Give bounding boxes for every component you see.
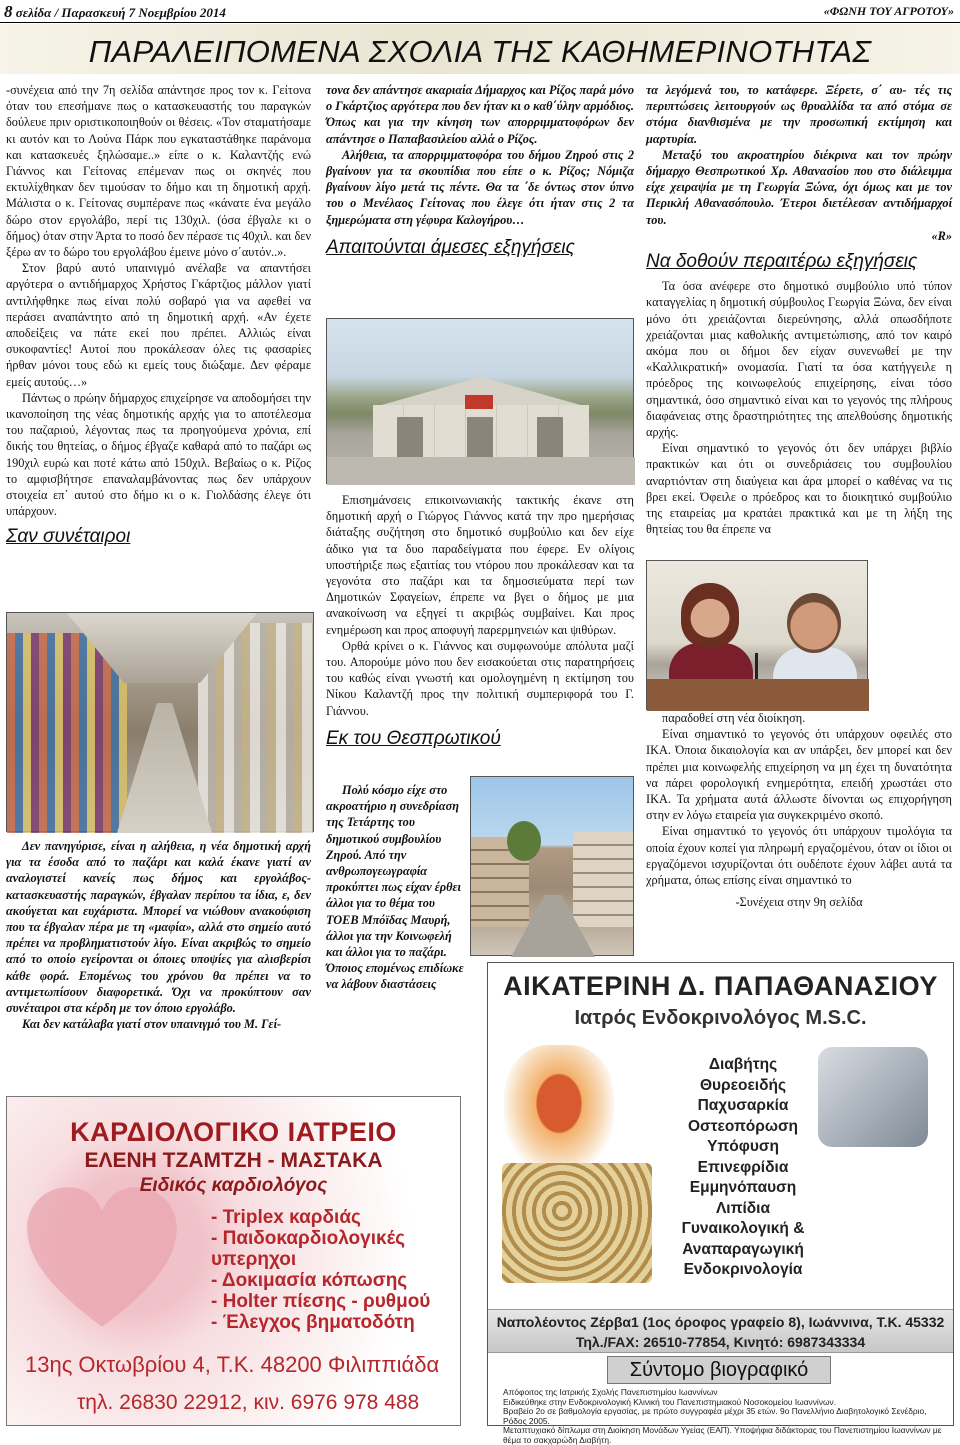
column-2-lower: [326, 782, 466, 1088]
cv-line: Ειδικεύθηκε στην Ενδοκρινολογική Κλινική του Πανεπιστημιακού Νοσοκομείου Ιωαννίνων.: [503, 1396, 837, 1407]
endocrinology-address: Ναπολέοντος Ζέρβα1 (1ος όροφος γραφείο 8), Ιωάννινα, Τ.Κ. 45332: [496, 1314, 945, 1330]
endocrinology-service: Αναπαραγωγική Ενδοκρινολογία: [682, 1240, 804, 1278]
column-3-lower: [646, 710, 952, 958]
column-2-middle: [326, 492, 634, 782]
warehouse-yard: [327, 457, 635, 485]
column-1-lower: [6, 838, 311, 1092]
newspaper-name: «ΦΩΝΗ ΤΟΥ ΑΓΡΟΤΟΥ»: [823, 4, 954, 18]
article-paragraph: Είναι σημαντικό το γεγονός ότι υπάρχουν οφειλές στο ΙΚΑ. Όποια δικαιολογία και αν υπάρξει, δεν μπορεί και δεν πρέπει μια κοινωφελής επιχείρηση να μη έχει τη δυνατότητα να πάρει φορολογική ενημερότητα, επειδή χρωστάει στο ΙΚΑ. Τα χρήματα αυτά άλλωστε δίνονται ως επιχορήγηση στην εν λόγω εταιρεία για συγκεκριμένο σκοπό.: [646, 727, 952, 823]
section-heading-further-explanations: Να δοθούν περαιτέρω εξηγήσεις: [646, 251, 918, 273]
page-header-left: [4, 2, 226, 22]
article-paragraph: παραδοθεί στη νέα διοίκηση.: [662, 711, 806, 725]
cardiology-service: - Δοκιμασία κόπωσης: [211, 1270, 460, 1291]
cardiology-service: - Έλεγχος βηματοδότη: [211, 1312, 460, 1333]
continued-note: -Συνέχεια στην 9η σελίδα: [735, 895, 863, 910]
endocrinology-service: Λιπίδια: [715, 1199, 771, 1217]
page-date: σελίδα / Παρασκευή 7 Νοεμβρίου 2014: [12, 5, 226, 20]
cardiology-doctor-name: ΕΛΕΝΗ ΤΖΑΜΤΖΗ - ΜΑΣΤΑΚΑ: [84, 1149, 383, 1172]
endocrinology-doctor-name: ΑΙΚΑΤΕΡΙΝΗ Δ. ΠΑΠΑΘΑΝΑΣΙΟΥ: [503, 971, 938, 1001]
councillors-photo: [646, 560, 868, 710]
bone-illustration: [502, 1163, 652, 1283]
section-heading-explanations: Απαιτούνται άμεσες εξηγήσεις: [326, 236, 575, 258]
cardiology-address: 13ης Οκτωβρίου 4, Τ.Κ. 48200 Φιλιππιάδα: [25, 1352, 440, 1377]
endocrinology-service: Γυναικολογική &: [681, 1220, 805, 1237]
article-paragraph: Τα όσα ανέφερε στο δημοτικό συμβούλιο υπό τύπον καταγγελίας η δημοτική σύμβουλος Γεωργία Ξώνα, δεν είναι μόνο ότι χρειάζονται διερεύνησης, αλλά οπωσδήποτε χρειάζονται μιας καθολικής αντιμετώπισης, από τον καιρό ακόμα που οι δήμοι δεν είχαν συνενωθεί με την «Καλλικρατική» ονομασία. Γιατί τα όσα κατήγγειλε η πρόεδρος της κοινωφελούς επιχείρησης, είναι τόσο σημαντικά, όσο σημαντικό είναι και το γεγονός της πλήρους διαφάνειας στης δραστηριότητες της απελθούσης δημοτικής αρχής.: [646, 279, 952, 440]
endocrinology-service: Οστεοπόρωση: [687, 1117, 799, 1135]
endocrinology-service: Υπόφυση: [707, 1138, 779, 1155]
column-2: [326, 82, 634, 314]
photo-woman: [681, 583, 739, 647]
cardiology-service: - Triplex καρδιάς: [211, 1207, 460, 1228]
article-paragraph: Είναι σημαντικό το γεγονός ότι υπάρχουν τιμολόγια τα οποία έχουν κοπεί για πληρωμή εργαζομένου, όταν οι ίδιοι οι εργαζόμενοι ισχυρίζονται ότι ουδέποτε έχουν λάβει αυτά τα χρήματα, όπως επίσης είναι σημαντικό το: [646, 824, 952, 888]
column-1: [6, 82, 311, 610]
cv-line: Βραβείο 2ο σε βαθμολογία εργασίας, με πρώτο συγγραφέα μέχρι 35 ετών. 9ο Πανελλήνιο Διαβητολογικό Σενέδριο, Ρόδος 2005.: [503, 1406, 927, 1426]
endocrinology-bio-label: Σύντομο βιογραφικό: [607, 1356, 831, 1384]
cardiology-services: [211, 1207, 460, 1333]
endocrinology-service: Θυρεοειδής: [699, 1076, 787, 1094]
page-number: 8: [4, 2, 13, 21]
warehouse-door: [467, 417, 493, 457]
article-paragraph: Επισημάνσεις επικοινωνιακής τακτικής έκανε στη δημοτική αρχή ο Γιώργος Γιάννος κατά την προ ημερήσιας διάταξης συζήτηση στο δημοτικό συμβούλιο και δεν είχε άδικο για τα δυο παραδείγματα που έφερε. Εν ολίγοις υποστήριξε πως εξαιτίας του ντόρου που προκάλεσαν και τα γεγονότα στο παζάρι και τα δημοσιεύματα περί των Δημοτικών Σφαγείων, έπρεπε να βγει ο δήμος με μια ανακοίνωση να εξηγεί τι ακριβώς συμβαίνει. Και προς ενημέρωση και προς αποφυγή παρερμηνειών και ψιθύρων.: [326, 493, 634, 637]
street-building-right: [573, 832, 633, 927]
market-photo: [6, 612, 314, 832]
cardiology-phone: τηλ. 26830 22912, κιν. 6976 978 488: [77, 1391, 420, 1414]
photo-microphone: [755, 653, 758, 681]
endocrinology-service: Επινεφρίδια: [697, 1158, 789, 1176]
endocrinology-contact: [488, 1309, 953, 1353]
article-paragraph: -συνέχεια από την 7η σελίδα απάντησε προς τον κ. Γείτονα όταν του επεσήμανε πως ο κατασκευαστής του παραγκών δούλευε πριν οριστικοποιηθούν οι θέσεις. «Τον σταματήσαμε κι αυτόν και το Λούνα Πάρκ που εγκαταστάθηκε παράνομα και κατασκευές ξηλώσαμε..» είπε ο κ. Καλαντζής ενώ Γιάννος και Γείτονας επέμεναν πως οι σκηνές που εκτυλίχθηκαν δεν τιμούσαν το δήμο και τη δημοτική αρχή. Μάλιστα ο κ. Γείτονας συμπέρανε πως «κάνατε ένα μεγάλο δώρο στον εργολάβο, περί τις 130χιλ. (όσα έβγαλε κι ο δήμος) όταν στην Άρτα το ποσό δεν πέρασε τις 40χιλ. και δεν ξέρω αν το δώρο του εργολάβου έμεινε μόνο σ΄αυτόν..».: [6, 83, 311, 260]
section-heading-thesprotiko: Εκ του Θεσπρωτικού: [326, 727, 501, 749]
cardiology-specialty: Ειδικός καρδιολόγος: [139, 1175, 328, 1196]
bold-paragraph: Πολύ κόσμο είχε στο ακροατήριο η συνεδρίαση της Τετάρτης του δημοτικού συμβουλίου Ζηρού. Από την ανθρωπογεωγραφία προκύπτει πως είχαν έρθει άλλοι για το θέμα του ΤΟΕΒ Μπόϊδας Μαυρή, άλλοι για την Κοινωφελή και άλλοι για το παζάρι. Όποιος επομένως επιδίωκε να λάβουν διαστάσεις: [326, 783, 464, 992]
endocrinology-services: [648, 1055, 838, 1281]
warehouse-photo: [326, 318, 634, 484]
bold-paragraph: Αλήθεια, τα απορριμματοφόρα του δήμου Ζηρού στις 2 βγαίνουν για τα σκουπίδια που είπε ο κ. Ρίζος; Νόμιζα βγαίνουν λίγο μετά τις πέντε. Θα τα ΄δε όντως στον ύπνο του ο Μενέλαος Γείτονας που έλεγε ότι ήταν στις 2 τα ξημερώματα στη γέφυρα Καλογήρου…: [326, 147, 634, 227]
cv-line: Απόφοιτος της Ιατρικής Σχολής Πανεπιστημίου Ιωαννίνων: [503, 1387, 718, 1397]
bold-paragraph: Και δεν κατάλαβα γιατί στον υπαινιγμό του Μ. Γεί-: [22, 1017, 282, 1032]
thyroid-illustration: [504, 1045, 614, 1175]
warehouse-door: [397, 417, 423, 457]
warehouse-door: [537, 417, 563, 457]
cardiology-ad: [6, 1096, 461, 1426]
bold-paragraph: τονα δεν απάντησε ακαριαία Δήμαρχος και Ρίζος παρά μόνο ο Γκάρτζιος αργότερα που δεν ήταν κι ο καθ΄ύλην αρμόδιος. Όπως και για την κίνηση των απορριμματοφόρων δεν απάντησε ο Παπαβασιλείου αλλά ο Ρίζος.: [326, 83, 634, 146]
street-photo: [470, 776, 634, 956]
endocrinology-service: Παχυσαρκία: [697, 1097, 789, 1114]
header-rule: [0, 22, 960, 23]
endocrinology-cv: [503, 1387, 948, 1445]
photo-man: [787, 593, 841, 653]
article-paragraph: Στον βαρύ αυτό υπαινιγμό ανέλαβε να απαντήσει αργότερα ο αντιδήμαρχος Χρήστος Γκάρτζιος μάλλον γιατί αντιλήφθηκε πως είναι πολύ σοβαρό για να αφεθεί να περάσει αναπάντητο από τη δημοτική αρχή. «Αν έχετε αποδείξεις να πάτε εκεί που πρέπει. Αλλιώς είναι συκοφαντίες! Αυτοί που προκάλεσαν όλες τις φασαρίες ήρθαν μόνοι τους εδώ κι εμείς τους διώξαμε. Δεν φέραμε εμείς αυτούς…»: [6, 261, 311, 389]
section-heading-partners: Σαν συνέταιροι: [6, 526, 131, 548]
page-title: ΠΑΡΑΛΕΙΠΟΜΕΝΑ ΣΧΟΛΙΑ ΤΗΣ ΚΑΘΗΜΕΡΙΝΟΤΗΤΑΣ: [88, 34, 872, 69]
endocrinology-service: Διαβήτης: [708, 1056, 778, 1073]
endocrinology-specialty: Ιατρός Ενδοκρινολόγος M.S.C.: [574, 1007, 867, 1029]
endocrinology-service: Εμμηνόπαυση: [689, 1179, 797, 1196]
heart-icon: [17, 1177, 187, 1347]
bold-paragraph: τα λεγόμενά του, το κατάφερε. Ξέρετε, σ΄ αυ- τές τις περιπτώσεις λειτουργούν ως θρυαλλίδα τα από στόμα σε στόμα διανθισμένα με την προσωπική εκτίμηση και μαρτυρία.: [646, 83, 952, 146]
author-signature: «R»: [931, 228, 952, 243]
cardiology-service: - Holter πίεσης - ρυθμού: [211, 1291, 460, 1312]
article-paragraph: Είναι σημαντικό το γεγονός ότι δεν υπάρχει βιβλίο πρακτικών και ότι οι συνεδριάσεις του συμβουλίου αναρτιόνταν στη διαύγεια και άρα μπορεί ο καθένας να τις βρει εκεί. Όφειλε ο πρόεδρος και το διοικητικό συμβούλιο της εταιρείας μα κρατάει πρακτικά και με τη λήξη της θητείας του θα έπρεπε να: [646, 441, 952, 537]
cv-line: Μεταπτυχιακό δίπλωμα στη Διοίκηση Μονάδων Υγείας (ΕΑΠ). Υποψήφια διδάκτορας του Πανεπιστημίου Ιωαννίνων με θέμα το σακχαρώδη Διαβήτη.: [503, 1425, 942, 1445]
cardiology-service: - Παιδοκαρδιολογικές υπερηχοι: [211, 1228, 460, 1270]
bold-paragraph: Μεταξύ του ακροατηρίου διέκρινα και τον πρώην δήμαρχο Θεσπρωτικού Χρ. Αθανασίου που στο διάλειμμα είχε χειραψία με τη Γεωργία Ξώνα, όχι όμως και με τον Περικλή Αθανασόπουλο. Έτεροι διετέλεσαν αντιδήμαρχοί του.: [646, 147, 952, 227]
warehouse-sign: [465, 395, 493, 409]
photo-table: [647, 679, 869, 711]
article-paragraph: Πάντως ο πρώην δήμαρχος επιχείρησε να αποδομήσει την ικανοποίηση της νέας δημοτικής αρχής για το αποτέλεσμα του παζαριού, λέγοντας πως τα προηγούμενα χρόνια, επί δικής του θητείας, ο δήμος έβγαζε καθαρά από το παζάρι ως 190χιλ ευρώ και ποτέ κάτω από 150χιλ. Βεβαίως ο κ. Ρίζος το αμφισβήτησε επαναλαμβάνοντας πως δεν υπάρχουν στοιχεία επ΄ αυτού στο δήμο κι ο κ. Γιολδάσης έλεγε ότι υπάρχουν.: [6, 390, 311, 519]
bold-paragraph: Δεν πανηγύρισε, είναι η αλήθεια, η νέα δημοτική αρχή για τα έσοδα από το παζάρι και καλά έκανε γιατί αν αναλογιστεί κανείς πως δήμος και εργολάβος-κατασκευαστής παραγκών, έβγαλαν περίπου τα ίδια, ε, δεν ακούγεται και ευχάριστα. Μπορεί να νιώθουν ανακούφιση που τα έβγαλαν πέρα με τη «μαφία», αλλά στο σημείο αυτό πρέπει να προβληματιστούν λίγο. Είναι ακριβώς το σημείο από το οποίο εγείρονται οι όποιες υποψίες για αλισβερίσι κάθε φορά. Επομένως του χρόνου θα πρέπει να το αντιμετωπίσουν διαφορετικά. Όχι να προκύπτουν σαν συνέταιροι στα κέρδη με τον όποιο εργολάβο.: [6, 839, 311, 1016]
column-3: [646, 82, 952, 558]
endocrinology-phones: Τηλ./FAX: 26510-77854, Κινητό: 6987343334: [575, 1334, 866, 1350]
cardiology-title: ΚΑΡΔΙΟΛΟΓΙΚΟ ΙΑΤΡΕΙΟ: [70, 1117, 397, 1147]
street-tree: [507, 821, 541, 861]
article-paragraph: Ορθά κρίνει ο κ. Γιάννος και συμφωνούμε απόλυτα μαζί του. Απορούμε μόνο που δεν εισακούεται στις παρατηρήσεις του καθώς είναι γνωστή και ομολογημένη η εκτίμηση του Νίκου Καλαντζή προς την πολιτική συμπεριφορά του Γ. Γιάννου.: [326, 638, 634, 718]
